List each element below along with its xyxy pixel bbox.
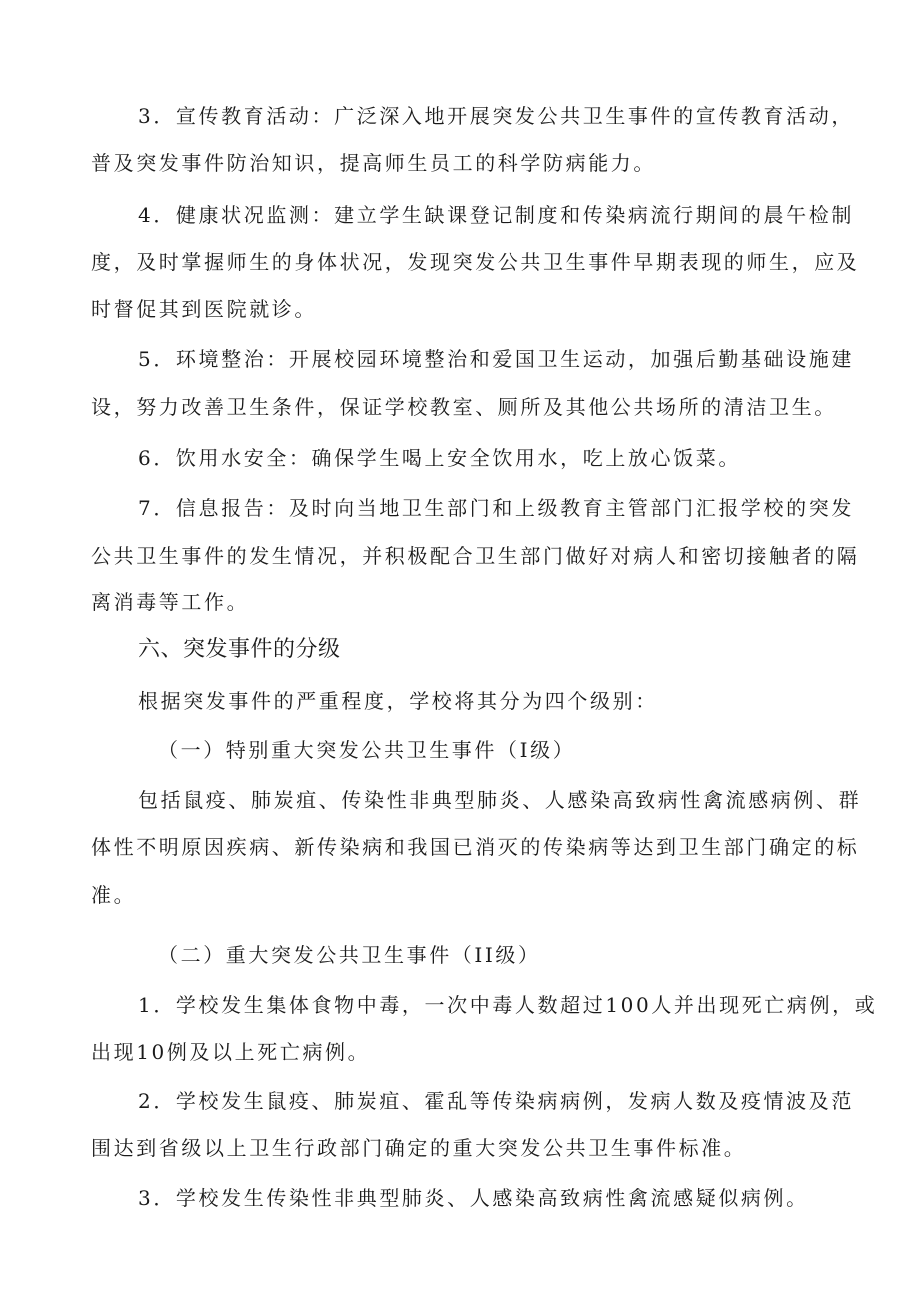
item-5-line-1: 5．环境整治：开展校园环境整治和爱国卫生运动，加强后勤基础设施建 [138, 347, 854, 371]
level-1-line-2: 体性不明原因疾病、新传染病和我国已消灭的传染病等达到卫生部门确定的标 [91, 835, 860, 859]
item-3-line-2: 普及突发事件防治知识，提高师生员工的科学防病能力。 [91, 151, 656, 175]
level-1-line-3: 准。 [91, 883, 137, 907]
level-2-item-2-line-2: 围达到省级以上卫生行政部门确定的重大突发公共卫生事件标准。 [91, 1136, 747, 1160]
level-1-title: （一）特别重大突发公共卫生事件（I级） [158, 738, 576, 762]
item-7-line-1: 7．信息报告：及时向当地卫生部门和上级教育主管部门汇报学校的突发 [138, 496, 854, 520]
section-heading: 六、突发事件的分级 [138, 637, 341, 662]
item-4-line-2: 度，及时掌握师生的身体状况，发现突发公共卫生事件早期表现的师生，应及 [91, 250, 860, 274]
item-6-line-1: 6．饮用水安全：确保学生喝上安全饮用水，吃上放心饭菜。 [138, 446, 741, 470]
item-5-line-2: 设，努力改善卫生条件，保证学校教室、厕所及其他公共场所的清洁卫生。 [91, 395, 837, 419]
item-4-line-1: 4．健康状况监测：建立学生缺课登记制度和传染病流行期间的晨午检制 [138, 203, 854, 227]
level-2-item-2-line-1: 2．学校发生鼠疫、肺炭疽、霍乱等传染病病例，发病人数及疫情波及范 [138, 1089, 854, 1113]
level-2-item-1-line-1: 1．学校发生集体食物中毒，一次中毒人数超过100人并出现死亡病例，或 [138, 993, 878, 1017]
level-2-title: （二）重大突发公共卫生事件（II级） [158, 943, 541, 967]
item-7-line-3: 离消毒等工作。 [91, 590, 250, 614]
item-7-line-2: 公共卫生事件的发生情况，并积极配合卫生部门做好对病人和密切接触者的隔 [91, 544, 860, 568]
item-4-line-3: 时督促其到医院就诊。 [91, 297, 317, 321]
section-intro: 根据突发事件的严重程度，学校将其分为四个级别： [138, 689, 658, 713]
level-1-line-1: 包括鼠疫、肺炭疽、传染性非典型肺炎、人感染高致病性禽流感病例、群 [138, 788, 862, 812]
level-2-item-3-line-1: 3．学校发生传染性非典型肺炎、人感染高致病性禽流感疑似病例。 [138, 1186, 809, 1210]
item-3-line-1: 3．宣传教育活动：广泛深入地开展突发公共卫生事件的宣传教育活动， [138, 104, 854, 128]
level-2-item-1-line-2: 出现10例及以上死亡病例。 [91, 1040, 371, 1064]
